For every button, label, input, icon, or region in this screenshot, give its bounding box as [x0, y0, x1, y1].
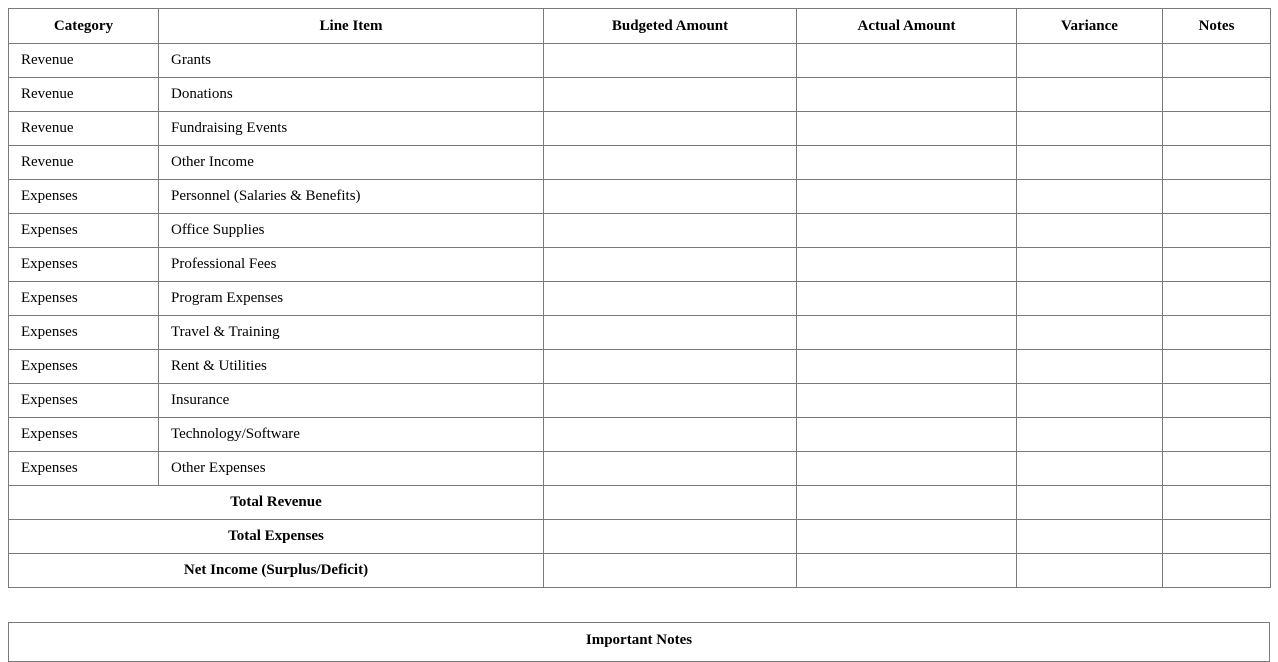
important-notes-section [8, 622, 1270, 662]
table-row [9, 248, 1271, 282]
actual-amount-cell[interactable] [797, 486, 1017, 520]
table-row [9, 78, 1271, 112]
notes-cell[interactable] [1163, 316, 1271, 350]
budget-table-container [8, 8, 1270, 588]
line-item-cell: Office Supplies [159, 214, 544, 248]
header-row [9, 9, 1271, 44]
header-variance: Variance [1017, 9, 1163, 44]
budgeted-amount-cell[interactable] [544, 520, 797, 554]
category-cell: Expenses [9, 316, 159, 350]
line-item-cell: Travel & Training [159, 316, 544, 350]
category-cell: Expenses [9, 350, 159, 384]
variance-cell[interactable] [1017, 418, 1163, 452]
variance-cell[interactable] [1017, 452, 1163, 486]
actual-amount-cell[interactable] [797, 44, 1017, 78]
line-item-cell: Fundraising Events [159, 112, 544, 146]
budgeted-amount-cell[interactable] [544, 248, 797, 282]
budgeted-amount-cell[interactable] [544, 384, 797, 418]
header-actual-amount: Actual Amount [797, 9, 1017, 44]
notes-cell[interactable] [1163, 350, 1271, 384]
line-item-cell: Other Income [159, 146, 544, 180]
notes-cell[interactable] [1163, 520, 1271, 554]
budgeted-amount-cell[interactable] [544, 146, 797, 180]
category-cell: Expenses [9, 384, 159, 418]
variance-cell[interactable] [1017, 180, 1163, 214]
table-row [9, 44, 1271, 78]
budget-table [8, 8, 1271, 588]
variance-cell[interactable] [1017, 554, 1163, 588]
notes-cell[interactable] [1163, 112, 1271, 146]
notes-cell[interactable] [1163, 146, 1271, 180]
budgeted-amount-cell[interactable] [544, 180, 797, 214]
variance-cell[interactable] [1017, 248, 1163, 282]
line-item-cell: Technology/Software [159, 418, 544, 452]
line-item-cell: Insurance [159, 384, 544, 418]
table-row [9, 316, 1271, 350]
line-item-cell: Program Expenses [159, 282, 544, 316]
total-row [9, 486, 1271, 520]
actual-amount-cell[interactable] [797, 554, 1017, 588]
budgeted-amount-cell[interactable] [544, 112, 797, 146]
table-row [9, 384, 1271, 418]
table-row [9, 452, 1271, 486]
category-cell: Expenses [9, 452, 159, 486]
category-cell: Expenses [9, 214, 159, 248]
category-cell: Revenue [9, 78, 159, 112]
variance-cell[interactable] [1017, 282, 1163, 316]
variance-cell[interactable] [1017, 44, 1163, 78]
table-row [9, 180, 1271, 214]
total-label-cell: Total Expenses [9, 520, 544, 554]
actual-amount-cell[interactable] [797, 214, 1017, 248]
variance-cell[interactable] [1017, 112, 1163, 146]
variance-cell[interactable] [1017, 520, 1163, 554]
category-cell: Revenue [9, 146, 159, 180]
budgeted-amount-cell[interactable] [544, 554, 797, 588]
category-cell: Expenses [9, 418, 159, 452]
category-cell: Expenses [9, 248, 159, 282]
variance-cell[interactable] [1017, 146, 1163, 180]
category-cell: Expenses [9, 282, 159, 316]
actual-amount-cell[interactable] [797, 282, 1017, 316]
table-row [9, 146, 1271, 180]
notes-cell[interactable] [1163, 44, 1271, 78]
line-item-cell: Grants [159, 44, 544, 78]
total-label-cell: Net Income (Surplus/Deficit) [9, 554, 544, 588]
budgeted-amount-cell[interactable] [544, 44, 797, 78]
table-row [9, 214, 1271, 248]
variance-cell[interactable] [1017, 78, 1163, 112]
variance-cell[interactable] [1017, 214, 1163, 248]
total-row [9, 520, 1271, 554]
actual-amount-cell[interactable] [797, 452, 1017, 486]
total-row [9, 554, 1271, 588]
variance-cell[interactable] [1017, 316, 1163, 350]
total-label-cell: Total Revenue [9, 486, 544, 520]
actual-amount-cell[interactable] [797, 112, 1017, 146]
notes-cell[interactable] [1163, 486, 1271, 520]
budgeted-amount-cell[interactable] [544, 78, 797, 112]
category-cell: Revenue [9, 112, 159, 146]
category-cell: Revenue [9, 44, 159, 78]
actual-amount-cell[interactable] [797, 180, 1017, 214]
notes-cell[interactable] [1163, 214, 1271, 248]
header-category: Category [9, 9, 159, 44]
budgeted-amount-cell[interactable] [544, 418, 797, 452]
table-row [9, 112, 1271, 146]
budgeted-amount-cell[interactable] [544, 282, 797, 316]
actual-amount-cell[interactable] [797, 418, 1017, 452]
important-notes-title: Important Notes [585, 632, 693, 648]
actual-amount-cell[interactable] [797, 350, 1017, 384]
line-item-cell: Other Expenses [159, 452, 544, 486]
notes-cell[interactable] [1163, 78, 1271, 112]
header-line-item: Line Item [159, 9, 544, 44]
actual-amount-cell[interactable] [797, 78, 1017, 112]
notes-cell[interactable] [1163, 384, 1271, 418]
line-item-cell: Personnel (Salaries & Benefits) [159, 180, 544, 214]
line-item-cell: Professional Fees [159, 248, 544, 282]
actual-amount-cell[interactable] [797, 520, 1017, 554]
notes-cell[interactable] [1163, 248, 1271, 282]
actual-amount-cell[interactable] [797, 384, 1017, 418]
notes-cell[interactable] [1163, 180, 1271, 214]
budgeted-amount-cell[interactable] [544, 486, 797, 520]
budget-table-body [9, 44, 1271, 588]
variance-cell[interactable] [1017, 384, 1163, 418]
notes-cell[interactable] [1163, 418, 1271, 452]
table-row [9, 282, 1271, 316]
header-notes: Notes [1163, 9, 1271, 44]
budgeted-amount-cell[interactable] [544, 214, 797, 248]
notes-cell[interactable] [1163, 282, 1271, 316]
budgeted-amount-cell[interactable] [544, 316, 797, 350]
notes-cell[interactable] [1163, 452, 1271, 486]
variance-cell[interactable] [1017, 486, 1163, 520]
line-item-cell: Donations [159, 78, 544, 112]
line-item-cell: Rent & Utilities [159, 350, 544, 384]
actual-amount-cell[interactable] [797, 248, 1017, 282]
actual-amount-cell[interactable] [797, 146, 1017, 180]
table-row [9, 350, 1271, 384]
table-row [9, 418, 1271, 452]
budgeted-amount-cell[interactable] [544, 350, 797, 384]
notes-cell[interactable] [1163, 554, 1271, 588]
budgeted-amount-cell[interactable] [544, 452, 797, 486]
header-budgeted-amount: Budgeted Amount [544, 9, 797, 44]
category-cell: Expenses [9, 180, 159, 214]
variance-cell[interactable] [1017, 350, 1163, 384]
actual-amount-cell[interactable] [797, 316, 1017, 350]
